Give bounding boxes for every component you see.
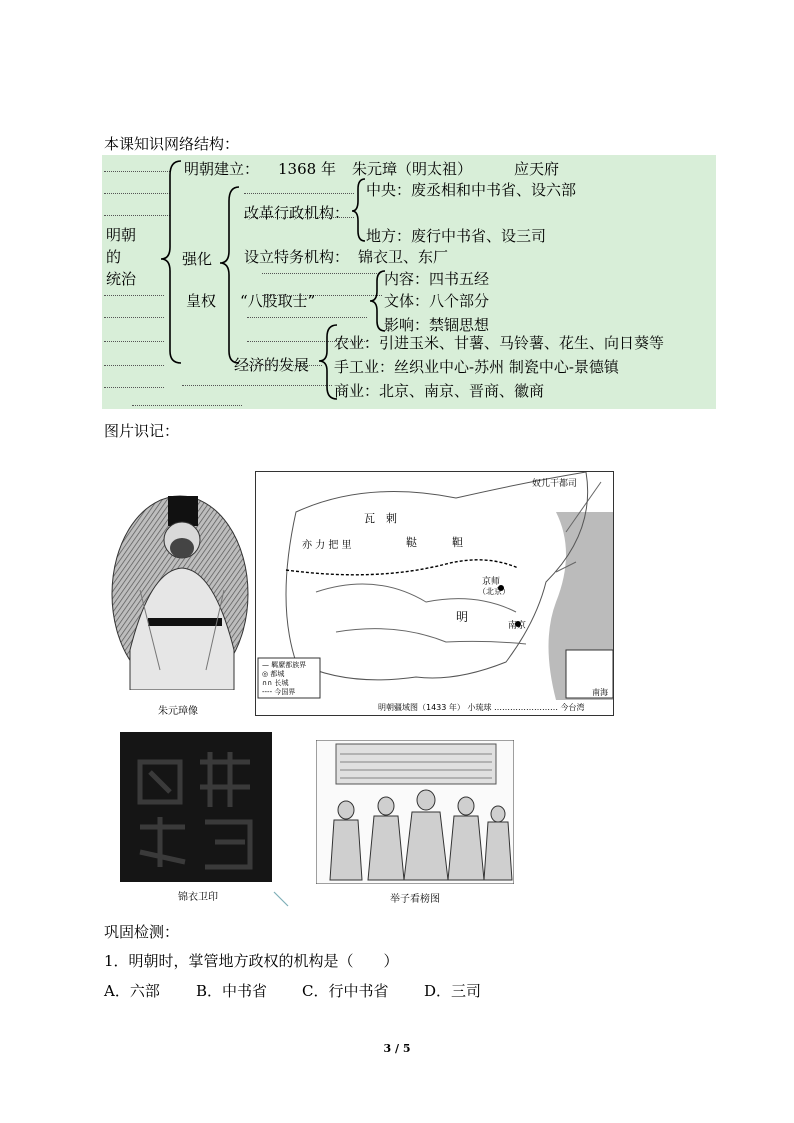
page-number: 3 / 5 [383,1042,411,1055]
section-heading-structure: 本课知识网络结构： [104,135,240,153]
admin-central: 中央：废丞相和中书省、设六部 [366,181,577,199]
exam-result-image [316,740,514,906]
question-1-stem: 1．明朝时，掌管地方政权的机构是（ ） [104,952,399,970]
exam-content: 内容：四书五经 [384,270,490,288]
seal-drawing [120,732,272,882]
map-legend-1: — 羁縻都族界 [262,661,307,669]
agency-value: 锦衣卫、东厂 [358,248,449,266]
stray-mark [272,890,290,908]
admin-reform-label: 改革行政机构： [244,204,350,222]
tree-root-line3: 统治 [106,270,137,288]
exam-label: “八股取士” [240,292,316,310]
map-legend-3: ∩∩ 长城 [262,679,289,687]
seal-image [120,732,272,902]
portrait-drawing [110,490,250,690]
economy-commerce: 商业：北京、南京、晋商、徽商 [334,382,545,400]
portrait-caption: 朱元璋像 [158,706,198,717]
knowledge-tree [102,155,716,409]
ming-territory-map [255,471,614,716]
exam-result-drawing [316,740,514,884]
map-caption: 明朝疆域图（1433 年） 小琉球 …………………… 今台湾 [378,703,585,712]
question-1-option-c[interactable]: C．行中书省 [302,982,389,1000]
map-label-sea: 南海 [592,688,608,697]
section-heading-pictures: 图片识记： [104,422,180,440]
question-1-option-b[interactable]: B．中书省 [196,982,268,1000]
map-label-nanjing: 南京 [508,621,527,631]
portrait-image [110,490,250,718]
map-label-beijing: 京师 [482,577,501,587]
section-heading-practice: 巩固检测： [104,923,180,941]
map-label-ming: 明 [456,610,469,624]
economy-label: 经济的发展 [234,356,310,374]
founding-founder: 朱元璋（明太祖） [352,160,473,178]
admin-local: 地方：废行中书省、设三司 [366,227,547,245]
question-1-option-d[interactable]: D．三司 [424,982,482,1000]
map-drawing [256,472,614,700]
founding-year: 1368 年 [278,160,336,178]
map-label-tatar1: 鞑 [406,536,417,549]
map-label-beijing-sub: （北京） [478,587,510,596]
founding-capital: 应天府 [514,160,560,178]
map-label-chili: 亦 力 把 里 [302,540,352,551]
map-label-la: 剌 [386,512,397,525]
strengthen-line2: 皇权 [186,292,217,310]
economy-agri: 农业：引进玉米、甘薯、马铃薯、花生、向日葵等 [334,334,665,352]
exam-result-caption: 举子看榜图 [390,894,440,905]
map-label-nurgan: 奴儿干都司 [532,479,578,489]
seal-caption: 锦衣卫印 [178,892,218,903]
map-legend-4: ---- 今国界 [262,688,296,696]
exam-impact: 影响：禁锢思想 [384,316,490,334]
founding-label: 明朝建立： [184,160,260,178]
agency-label: 设立特务机构： [244,248,350,266]
tree-root-line1: 明朝 [106,226,137,244]
question-1-option-a[interactable]: A．六部 [104,982,160,1000]
exam-style: 文体：八个部分 [384,292,490,310]
map-label-tatar2: 靼 [452,536,463,549]
tree-root-line2: 的 [106,248,122,266]
map-label-wala: 瓦 [364,512,375,525]
strengthen-line1: 强化 [182,250,213,268]
economy-craft: 手工业：丝织业中心-苏州 制瓷中心-景德镇 [334,358,619,376]
map-legend-2: ◎ 都城 [262,670,285,678]
